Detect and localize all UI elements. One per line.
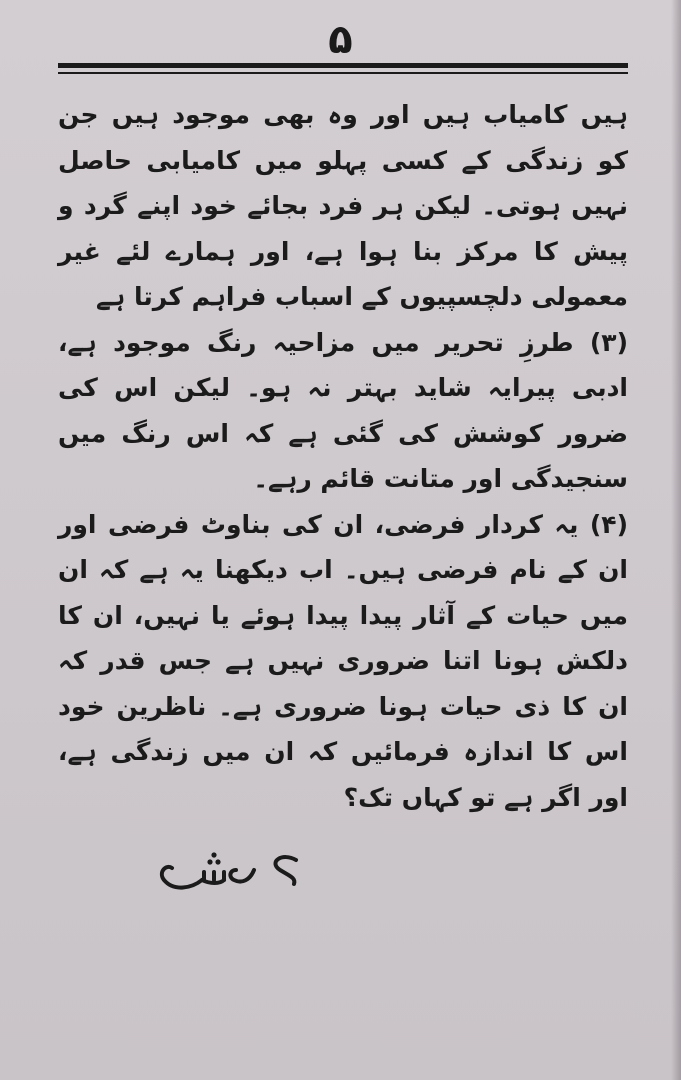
paragraph-point-3: (۳) طرزِ تحریر میں مزاحیہ رنگ موجود ہے، ادبی پیرایہ شاید بہتر نہ ہو۔ لیکن اس کی ضرور کوشش کی گئی ہے کہ اس رنگ میں سنجیدگی اور متانت قائم رہے۔ <box>58 327 628 493</box>
handwritten-signature <box>150 840 310 900</box>
paragraph-point-4: (۴) یہ کردار فرضی، ان کی بناوٹ فرضی اور ان کے نام فرضی ہیں۔ اب دیکھنا یہ ہے کہ ان میں حیات کے آثار پیدا پیدا ہوئے یا نہیں، ان کا دلکش ہونا اتنا ضروری نہیں ہے جس قدر کہ ان کا ذی حیات ہونا ضروری ہے۔ ناظرین خود اس کا اندازہ فرمائیں کہ ان میں زندگی ہے، اور اگر ہے تو کہاں تک؟ <box>58 509 628 812</box>
paragraph-1: ہیں کامیاب ہیں اور وہ بھی موجود ہیں جن کو زندگی کے کسی پہلو میں کامیابی حاصل نہیں ہوتی۔ لیکن ہر فرد بجائے خود اپنے گرد و پیش کا مرکز بنا ہوا ہے، اور ہمارے لئے غیر معمولی دلچسپیوں کے اسباب فراہم کرتا ہے <box>58 100 628 311</box>
header-rule-thick <box>58 63 628 68</box>
page-number: ۵ <box>328 17 353 63</box>
body-text <box>58 92 628 820</box>
header-rule-thin <box>58 72 628 74</box>
page-edge-shadow <box>671 0 681 1080</box>
